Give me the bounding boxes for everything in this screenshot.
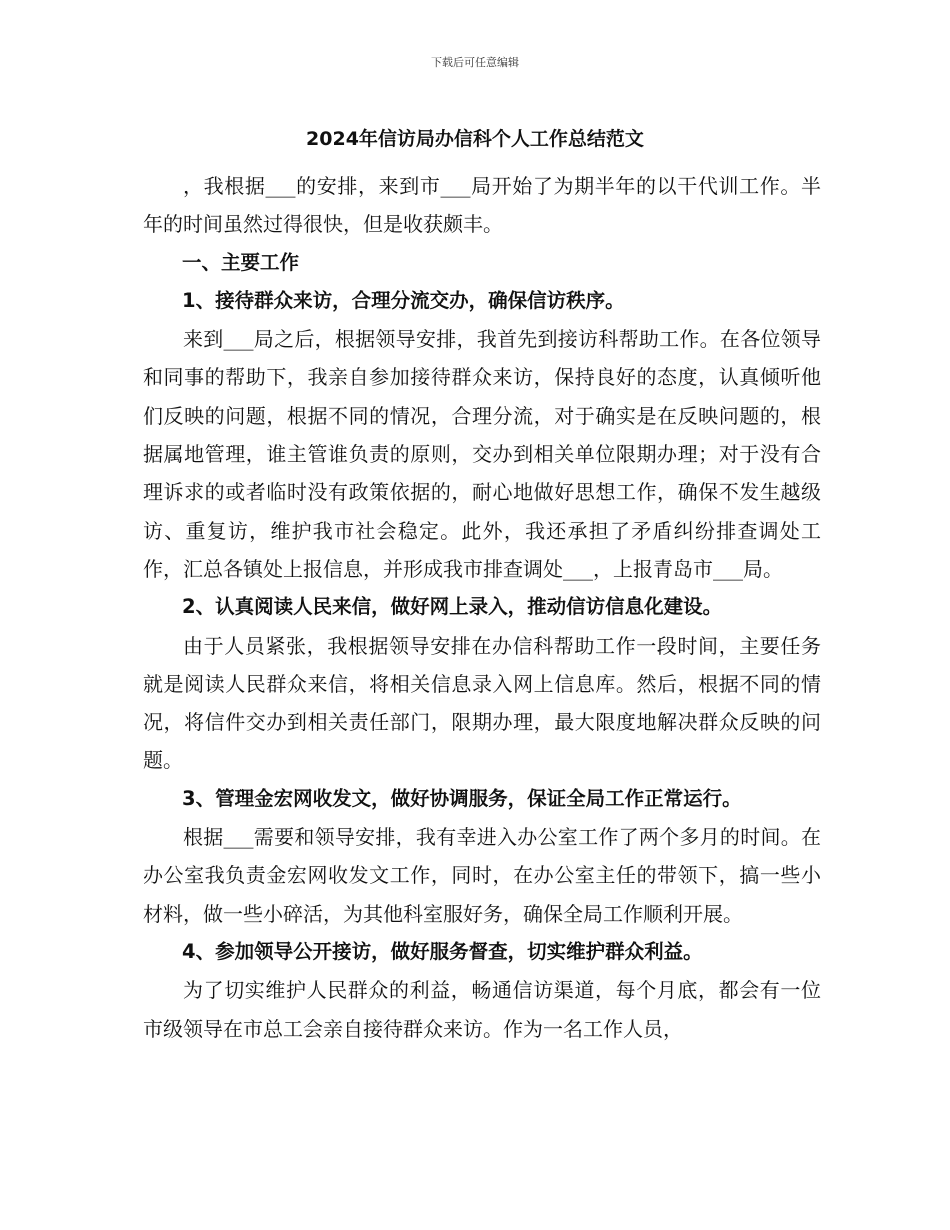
paragraph-intro: ，我根据___的安排，来到市___局开始了为期半年的以干代训工作。半年的时间虽然过得很快，但是收获颇丰。 (143, 174, 821, 237)
paragraph: 由于人员紧张，我根据领导安排在办信科帮助工作一段时间，主要任务就是阅读人民群众来信，将相关信息录入网上信息库。然后，根据不同的情况，将信件交办到相关责任部门，限期办理，最大限度地解决群众反映的问题。 (143, 633, 821, 773)
subsection-heading: 4、参加领导公开接访，做好服务督查，切实维护群众利益。 (182, 939, 703, 963)
paragraph: 为了切实维护人民群众的利益，畅通信访渠道，每个月底，都会有一位市级领导在市总工会亲自接待群众来访。作为一名工作人员， (143, 978, 821, 1041)
subsection-heading: 3、管理金宏网收发文，做好协调服务，保证全局工作正常运行。 (182, 786, 742, 810)
header-note: 下载后可任意编辑 (431, 56, 519, 69)
subsection-heading: 2、认真阅读人民来信，做好网上录入，推动信访信息化建设。 (182, 595, 723, 619)
section-heading: 一、主要工作 (182, 250, 300, 274)
document-title: 2024年信访局办信科个人工作总结范文 (306, 128, 644, 150)
paragraph: 来到___局之后，根据领导安排，我首先到接访科帮助工作。在各位领导和同事的帮助下，我亲自参加接待群众来访，保持良好的态度，认真倾听他们反映的问题，根据不同的情况，合理分流，对于确实是在反映问题的，根据属地管理，谁主管谁负责的原则，交办到相关单位限期办理；对于没有合理诉求的或者临时没有政策依据的，耐心地做好思想工作，确保不发生越级访、重复访，维护我市社会稳定。此外，我还承担了矛盾纠纷排查调处工作，汇总各镇处上报信息，并形成我市排查调处___，上报青岛市___局。 (143, 327, 821, 581)
document-body (143, 167, 821, 1048)
subsection-heading: 1、接待群众来访，合理分流交办，确保信访秩序。 (182, 288, 625, 312)
paragraph: 根据___需要和领导安排，我有幸进入办公室工作了两个多月的时间。在办公室我负责金宏网收发文工作，同时，在办公室主任的带领下，搞一些小材料，做一些小碎活，为其他科室服好务，确保全局工作顺利开展。 (143, 825, 821, 926)
